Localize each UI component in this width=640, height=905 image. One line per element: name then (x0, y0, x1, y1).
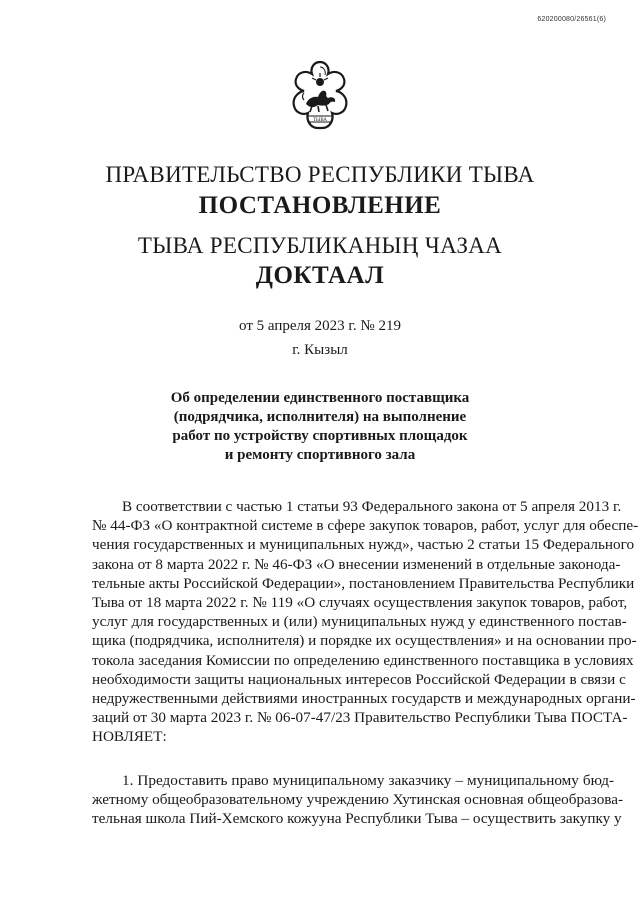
text-line: № 44-ФЗ «О контрактной системе в сфере закупок товаров, работ, услуг для обеспе- (92, 517, 639, 535)
text-line: тельные акты Российской Федерации», постановлением Правительства Республики (92, 574, 635, 592)
subject-line: (подрядчика, исполнителя) на выполнение (173, 409, 467, 425)
text-line: жетному общеобразовательному учреждению Хутинская основная общеобразова- (92, 791, 624, 809)
emblem-label: ТЫВА (312, 118, 328, 123)
text-line: закона от 8 марта 2022 г. № 46-ФЗ «О внесении изменений в отдельные законода- (92, 555, 621, 573)
text-line: щика (подрядчика, исполнителя) и порядке их осуществления» и на основании про- (92, 632, 637, 650)
text-line: НОВЛЯЕТ: (92, 728, 167, 746)
document-city: г. Кызыл (292, 342, 348, 358)
item-1-paragraph (92, 771, 624, 829)
text-line: В соответствии с частью 1 статьи 93 Федерального закона от 5 апреля 2013 г. (122, 498, 622, 515)
text-line: чения государственных и муниципальных нужд», частью 2 статьи 15 Федерального (92, 536, 635, 554)
text-line: Тыва от 18 марта 2022 г. № 119 «О случаях осуществления закупок товаров, работ, (92, 594, 628, 612)
doctype-ru: ПОСТАНОВЛЕНИЕ (198, 192, 442, 219)
government-title-tv: ТЫВА РЕСПУБЛИКАНЫҢ ЧАЗАА (137, 233, 503, 258)
document-date: от 5 апреля 2023 г. № 219 (239, 318, 401, 334)
text-line: тельная школа Пий-Хемского кожууна Республики Тыва – осуществить закупку у (92, 810, 622, 828)
subject-line: работ по устройству спортивных площадок (172, 428, 468, 444)
tuva-coat-of-arms-icon (282, 58, 358, 136)
text-line: услуг для государственных и (или) муниципальных нужд у единственного постав- (92, 613, 627, 631)
preamble-paragraph (92, 497, 639, 747)
text-line: 1. Предоставить право муниципальному заказчику – муниципальному бюд- (122, 772, 614, 789)
doctype-tv: ДОКТААЛ (255, 262, 385, 289)
text-line: токола заседания Комиссии по определению единственного поставщика в условиях (92, 651, 634, 669)
document-subject (150, 389, 490, 465)
government-title-ru: ПРАВИТЕЛЬСТВО РЕСПУБЛИКИ ТЫВА (105, 162, 535, 187)
document-code: 620200080/26561(6) (537, 16, 606, 23)
subject-line: и ремонту спортивного зала (224, 447, 416, 463)
text-line: заций от 30 марта 2023 г. № 06-07-47/23 Правительство Республики Тыва ПОСТА- (92, 709, 628, 727)
subject-line: Об определении единственного поставщика (170, 390, 470, 406)
text-line: недружественными действиями иностранных государств и международных органи- (92, 690, 636, 708)
text-line: необходимости защиты национальных интересов Российской Федерации в связи с (92, 670, 626, 688)
